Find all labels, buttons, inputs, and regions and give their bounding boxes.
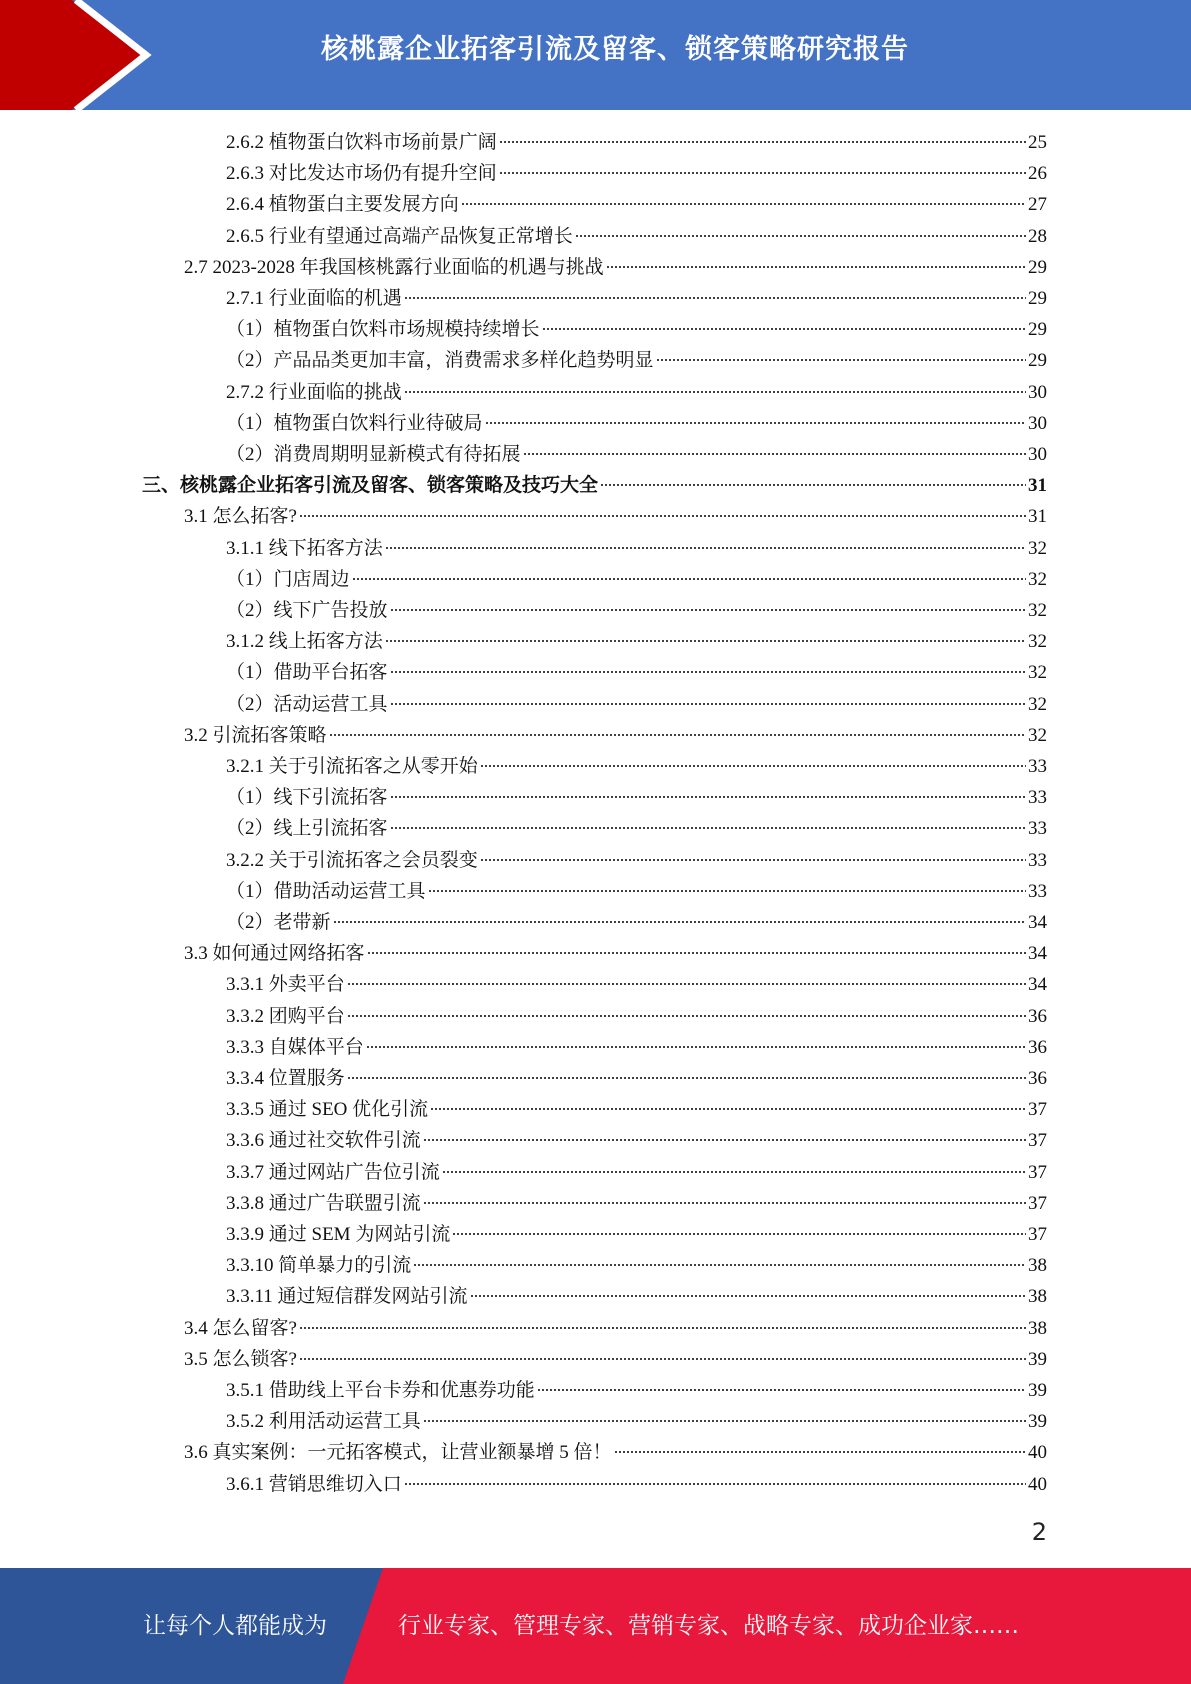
toc-dot-leader xyxy=(347,982,1026,986)
toc-entry-title: 2.7.2 行业面临的挑战 xyxy=(226,381,402,403)
toc-entry-page-number: 37 xyxy=(1028,1224,1047,1245)
toc-entry-title: 3.6 真实案例：一元拓客模式，让营业额暴增 5 倍！ xyxy=(184,1442,612,1464)
toc-dot-leader xyxy=(480,764,1026,768)
toc-entry-page-number: 34 xyxy=(1028,943,1047,965)
toc-entry[interactable] xyxy=(184,720,1047,751)
toc-dot-leader xyxy=(347,1076,1026,1080)
toc-entry[interactable] xyxy=(184,938,1047,969)
toc-entry-title: 3.3.2 团购平台 xyxy=(226,1005,345,1027)
toc-entry-title: （1）植物蛋白饮料行业待破局 xyxy=(226,412,483,434)
toc-entry-title: 2.6.5 行业有望通过高端产品恢复正常增长 xyxy=(226,225,573,247)
page-footer xyxy=(0,1568,1191,1684)
toc-entry[interactable] xyxy=(226,314,1047,345)
toc-entry-title: 3.6.1 营销思维切入口 xyxy=(226,1473,402,1495)
toc-dot-leader xyxy=(428,889,1026,893)
toc-entry[interactable] xyxy=(226,689,1047,720)
toc-entry-title: （2）老带新 xyxy=(226,912,331,933)
toc-entry-page-number: 37 xyxy=(1028,1161,1047,1183)
toc-entry-page-number: 32 xyxy=(1028,662,1047,684)
toc-dot-leader xyxy=(614,1450,1026,1454)
toc-entry[interactable] xyxy=(184,252,1047,283)
toc-entry-page-number: 31 xyxy=(1028,475,1047,497)
toc-entry-page-number: 32 xyxy=(1028,724,1047,746)
toc-entry-page-number: 39 xyxy=(1028,1380,1047,1401)
toc-entry[interactable] xyxy=(226,845,1047,876)
toc-dot-leader xyxy=(480,858,1026,862)
toc-entry-title: 3.2.1 关于引流拓客之从零开始 xyxy=(226,756,478,777)
toc-entry-page-number: 40 xyxy=(1028,1473,1047,1495)
toc-entry[interactable] xyxy=(226,189,1047,220)
toc-dot-leader xyxy=(523,452,1026,456)
toc-entry-title: 3.3.3 自媒体平台 xyxy=(226,1036,364,1058)
toc-entry[interactable] xyxy=(184,501,1047,532)
toc-entry-page-number: 30 xyxy=(1028,412,1047,434)
toc-dot-leader xyxy=(390,702,1026,706)
toc-entry-page-number: 29 xyxy=(1028,319,1047,341)
toc-entry-page-number: 34 xyxy=(1028,912,1047,933)
toc-entry[interactable] xyxy=(226,1001,1047,1032)
toc-entry-title: 3.3.11 通过短信群发网站引流 xyxy=(226,1286,468,1308)
toc-entry[interactable] xyxy=(226,221,1047,252)
toc-entry[interactable] xyxy=(226,1063,1047,1094)
toc-entry[interactable] xyxy=(226,1032,1047,1063)
toc-entry-title: 3.5.1 借助线上平台卡券和优惠券功能 xyxy=(226,1380,535,1401)
toc-entry-title: 3.4 怎么留客? xyxy=(184,1317,297,1339)
toc-entry-page-number: 36 xyxy=(1028,1036,1047,1058)
toc-entry[interactable] xyxy=(184,1344,1047,1375)
footer-slogan-left: 让每个人都能成为 xyxy=(143,1613,327,1639)
toc-entry-page-number: 33 xyxy=(1028,849,1047,871)
toc-entry[interactable] xyxy=(226,751,1047,782)
toc-entry-page-number: 25 xyxy=(1028,132,1047,153)
toc-entry[interactable] xyxy=(226,1375,1047,1406)
toc-entry[interactable] xyxy=(226,1250,1047,1281)
toc-entry[interactable] xyxy=(226,533,1047,564)
toc-entry-title: （2）活动运营工具 xyxy=(226,693,388,715)
toc-dot-leader xyxy=(452,1232,1026,1236)
toc-entry[interactable] xyxy=(226,1406,1047,1437)
toc-entry[interactable] xyxy=(226,158,1047,189)
toc-entry-title: 3.2.2 关于引流拓客之会员裂变 xyxy=(226,849,478,871)
toc-entry-page-number: 29 xyxy=(1028,288,1047,309)
toc-entry-title: （2）线上引流拓客 xyxy=(226,818,388,840)
toc-dot-leader xyxy=(385,546,1026,550)
toc-entry-page-number: 37 xyxy=(1028,1099,1047,1121)
toc-entry[interactable] xyxy=(226,782,1047,813)
toc-entry-page-number: 26 xyxy=(1028,163,1047,185)
toc-dot-leader xyxy=(352,577,1026,581)
toc-entry[interactable] xyxy=(226,1469,1047,1500)
toc-entry-title: 2.7.1 行业面临的机遇 xyxy=(226,288,402,309)
toc-entry[interactable] xyxy=(226,408,1047,439)
toc-entry[interactable] xyxy=(226,283,1047,314)
toc-entry-page-number: 33 xyxy=(1028,787,1047,809)
toc-dot-leader xyxy=(299,1357,1026,1361)
toc-entry[interactable] xyxy=(226,564,1047,595)
toc-dot-leader xyxy=(390,795,1026,799)
toc-entry-title: 3.1.2 线上拓客方法 xyxy=(226,631,383,653)
toc-entry-page-number: 29 xyxy=(1028,256,1047,278)
toc-entry-page-number: 32 xyxy=(1028,600,1047,621)
toc-entry-page-number: 37 xyxy=(1028,1130,1047,1152)
toc-entry-title: （1）借助平台拓客 xyxy=(226,662,388,684)
toc-entry-page-number: 34 xyxy=(1028,974,1047,996)
toc-entry-page-number: 30 xyxy=(1028,381,1047,403)
toc-dot-leader xyxy=(413,1263,1026,1267)
toc-entry-page-number: 31 xyxy=(1028,506,1047,528)
toc-entry-title: 3.3.5 通过 SEO 优化引流 xyxy=(226,1099,429,1121)
toc-entry-page-number: 38 xyxy=(1028,1317,1047,1339)
toc-entry-title: 3.3.9 通过 SEM 为网站引流 xyxy=(226,1224,451,1245)
toc-entry-page-number: 38 xyxy=(1028,1286,1047,1308)
toc-entry[interactable] xyxy=(226,595,1047,626)
toc-entry-page-number: 33 xyxy=(1028,880,1047,902)
toc-entry-title: （1）植物蛋白饮料市场规模持续增长 xyxy=(226,319,540,341)
toc-entry[interactable] xyxy=(226,1188,1047,1219)
toc-dot-leader xyxy=(404,1482,1026,1486)
toc-entry[interactable] xyxy=(226,813,1047,844)
toc-dot-leader xyxy=(390,608,1026,612)
toc-entry-title: 3.3.10 简单暴力的引流 xyxy=(226,1255,412,1277)
toc-entry-page-number: 32 xyxy=(1028,568,1047,590)
toc-entry-page-number: 36 xyxy=(1028,1068,1047,1089)
toc-entry[interactable] xyxy=(142,470,1047,501)
toc-entry[interactable] xyxy=(226,969,1047,1000)
toc-dot-leader xyxy=(499,171,1026,175)
toc-entry[interactable] xyxy=(226,377,1047,408)
toc-dot-leader xyxy=(329,733,1026,737)
toc-dot-leader xyxy=(470,1294,1026,1298)
toc-entry[interactable] xyxy=(226,1219,1047,1250)
toc-entry-title: 3.3 如何通过网络拓客 xyxy=(184,943,365,965)
toc-entry-title: 三、核桃露企业拓客引流及留客、锁客策略及技巧大全 xyxy=(142,475,599,497)
page-header xyxy=(0,0,1191,110)
toc-dot-leader xyxy=(461,202,1026,206)
toc-entry-title: 3.3.8 通过广告联盟引流 xyxy=(226,1192,421,1214)
toc-dot-leader xyxy=(385,639,1026,643)
toc-entry[interactable] xyxy=(226,907,1047,938)
toc-entry-page-number: 28 xyxy=(1028,225,1047,247)
toc-entry-title: 2.6.2 植物蛋白饮料市场前景广阔 xyxy=(226,132,497,153)
toc-dot-leader xyxy=(390,670,1026,674)
toc-entry[interactable] xyxy=(226,439,1047,470)
toc-dot-leader xyxy=(600,483,1026,487)
toc-dot-leader xyxy=(347,1014,1026,1018)
toc-entry-title: 3.1 怎么拓客? xyxy=(184,506,297,528)
toc-entry[interactable] xyxy=(226,127,1047,158)
toc-entry-page-number: 36 xyxy=(1028,1005,1047,1027)
toc-entry[interactable] xyxy=(226,626,1047,657)
toc-dot-leader xyxy=(367,951,1026,955)
toc-entry[interactable] xyxy=(226,876,1047,907)
toc-entry-title: （1）线下引流拓客 xyxy=(226,787,388,809)
toc-dot-leader xyxy=(499,140,1026,144)
toc-entry-title: 3.1.1 线下拓客方法 xyxy=(226,537,383,559)
toc-entry-title: 3.3.1 外卖平台 xyxy=(226,974,345,996)
toc-entry-page-number: 30 xyxy=(1028,444,1047,465)
footer-slogan-right: 行业专家、管理专家、营销专家、战略专家、成功企业家…… xyxy=(398,1613,1019,1639)
toc-entry-page-number: 27 xyxy=(1028,194,1047,216)
toc-entry-title: 3.3.7 通过网站广告位引流 xyxy=(226,1161,440,1183)
toc-entry-page-number: 39 xyxy=(1028,1411,1047,1433)
toc-entry[interactable] xyxy=(226,1094,1047,1125)
toc-dot-leader xyxy=(537,1388,1026,1392)
toc-dot-leader xyxy=(430,1107,1026,1111)
toc-entry-title: 2.7 2023-2028 年我国核桃露行业面临的机遇与挑战 xyxy=(184,256,604,278)
toc-dot-leader xyxy=(299,1326,1026,1330)
toc-entry-title: （1）借助活动运营工具 xyxy=(226,880,426,902)
toc-entry[interactable] xyxy=(184,1437,1047,1468)
toc-dot-leader xyxy=(542,327,1026,331)
toc-entry-title: 3.2 引流拓客策略 xyxy=(184,724,327,746)
toc-dot-leader xyxy=(423,1419,1026,1423)
toc-entry-page-number: 32 xyxy=(1028,631,1047,653)
toc-entry-title: 3.3.4 位置服务 xyxy=(226,1068,345,1089)
toc-dot-leader xyxy=(299,514,1026,518)
toc-entry-title: 3.5 怎么锁客? xyxy=(184,1348,297,1370)
toc-dot-leader xyxy=(606,265,1026,269)
toc-dot-leader xyxy=(442,1170,1026,1174)
toc-entry-page-number: 29 xyxy=(1028,350,1047,372)
toc-entry-page-number: 33 xyxy=(1028,756,1047,777)
toc-dot-leader xyxy=(366,1045,1026,1049)
toc-dot-leader xyxy=(423,1138,1026,1142)
toc-dot-leader xyxy=(404,296,1026,300)
toc-entry[interactable] xyxy=(184,1313,1047,1344)
toc-dot-leader xyxy=(575,234,1026,238)
toc-entry-title: 2.6.4 植物蛋白主要发展方向 xyxy=(226,194,459,216)
page-number: 2 xyxy=(1031,1518,1047,1546)
toc-dot-leader xyxy=(404,390,1026,394)
toc-entry[interactable] xyxy=(226,1125,1047,1156)
toc-entry-page-number: 32 xyxy=(1028,693,1047,715)
toc-entry-title: 3.5.2 利用活动运营工具 xyxy=(226,1411,421,1433)
toc-entry-title: （2）消费周期明显新模式有待拓展 xyxy=(226,444,521,465)
toc-dot-leader xyxy=(333,920,1026,924)
toc-entry-page-number: 33 xyxy=(1028,818,1047,840)
toc-dot-leader xyxy=(485,421,1026,425)
toc-entry-title: 2.6.3 对比发达市场仍有提升空间 xyxy=(226,163,497,185)
toc-entry-title: （1）门店周边 xyxy=(226,568,350,590)
toc-entry[interactable] xyxy=(226,657,1047,688)
report-title: 核桃露企业拓客引流及留客、锁客策略研究报告 xyxy=(321,34,909,65)
toc-entry-title: 3.3.6 通过社交软件引流 xyxy=(226,1130,421,1152)
toc-entry-page-number: 40 xyxy=(1028,1442,1047,1464)
toc-entry-title: （2）产品品类更加丰富，消费需求多样化趋势明显 xyxy=(226,350,654,372)
toc-entry[interactable] xyxy=(226,345,1047,376)
toc-entry[interactable] xyxy=(226,1281,1047,1312)
toc-entry-page-number: 37 xyxy=(1028,1192,1047,1214)
toc-dot-leader xyxy=(423,1201,1026,1205)
toc-entry[interactable] xyxy=(226,1157,1047,1188)
toc-dot-leader xyxy=(656,358,1026,362)
toc-entry-page-number: 39 xyxy=(1028,1348,1047,1370)
toc-dot-leader xyxy=(390,826,1026,830)
toc-entry-page-number: 38 xyxy=(1028,1255,1047,1277)
toc-entry-title: （2）线下广告投放 xyxy=(226,600,388,621)
toc-entry-page-number: 32 xyxy=(1028,537,1047,559)
